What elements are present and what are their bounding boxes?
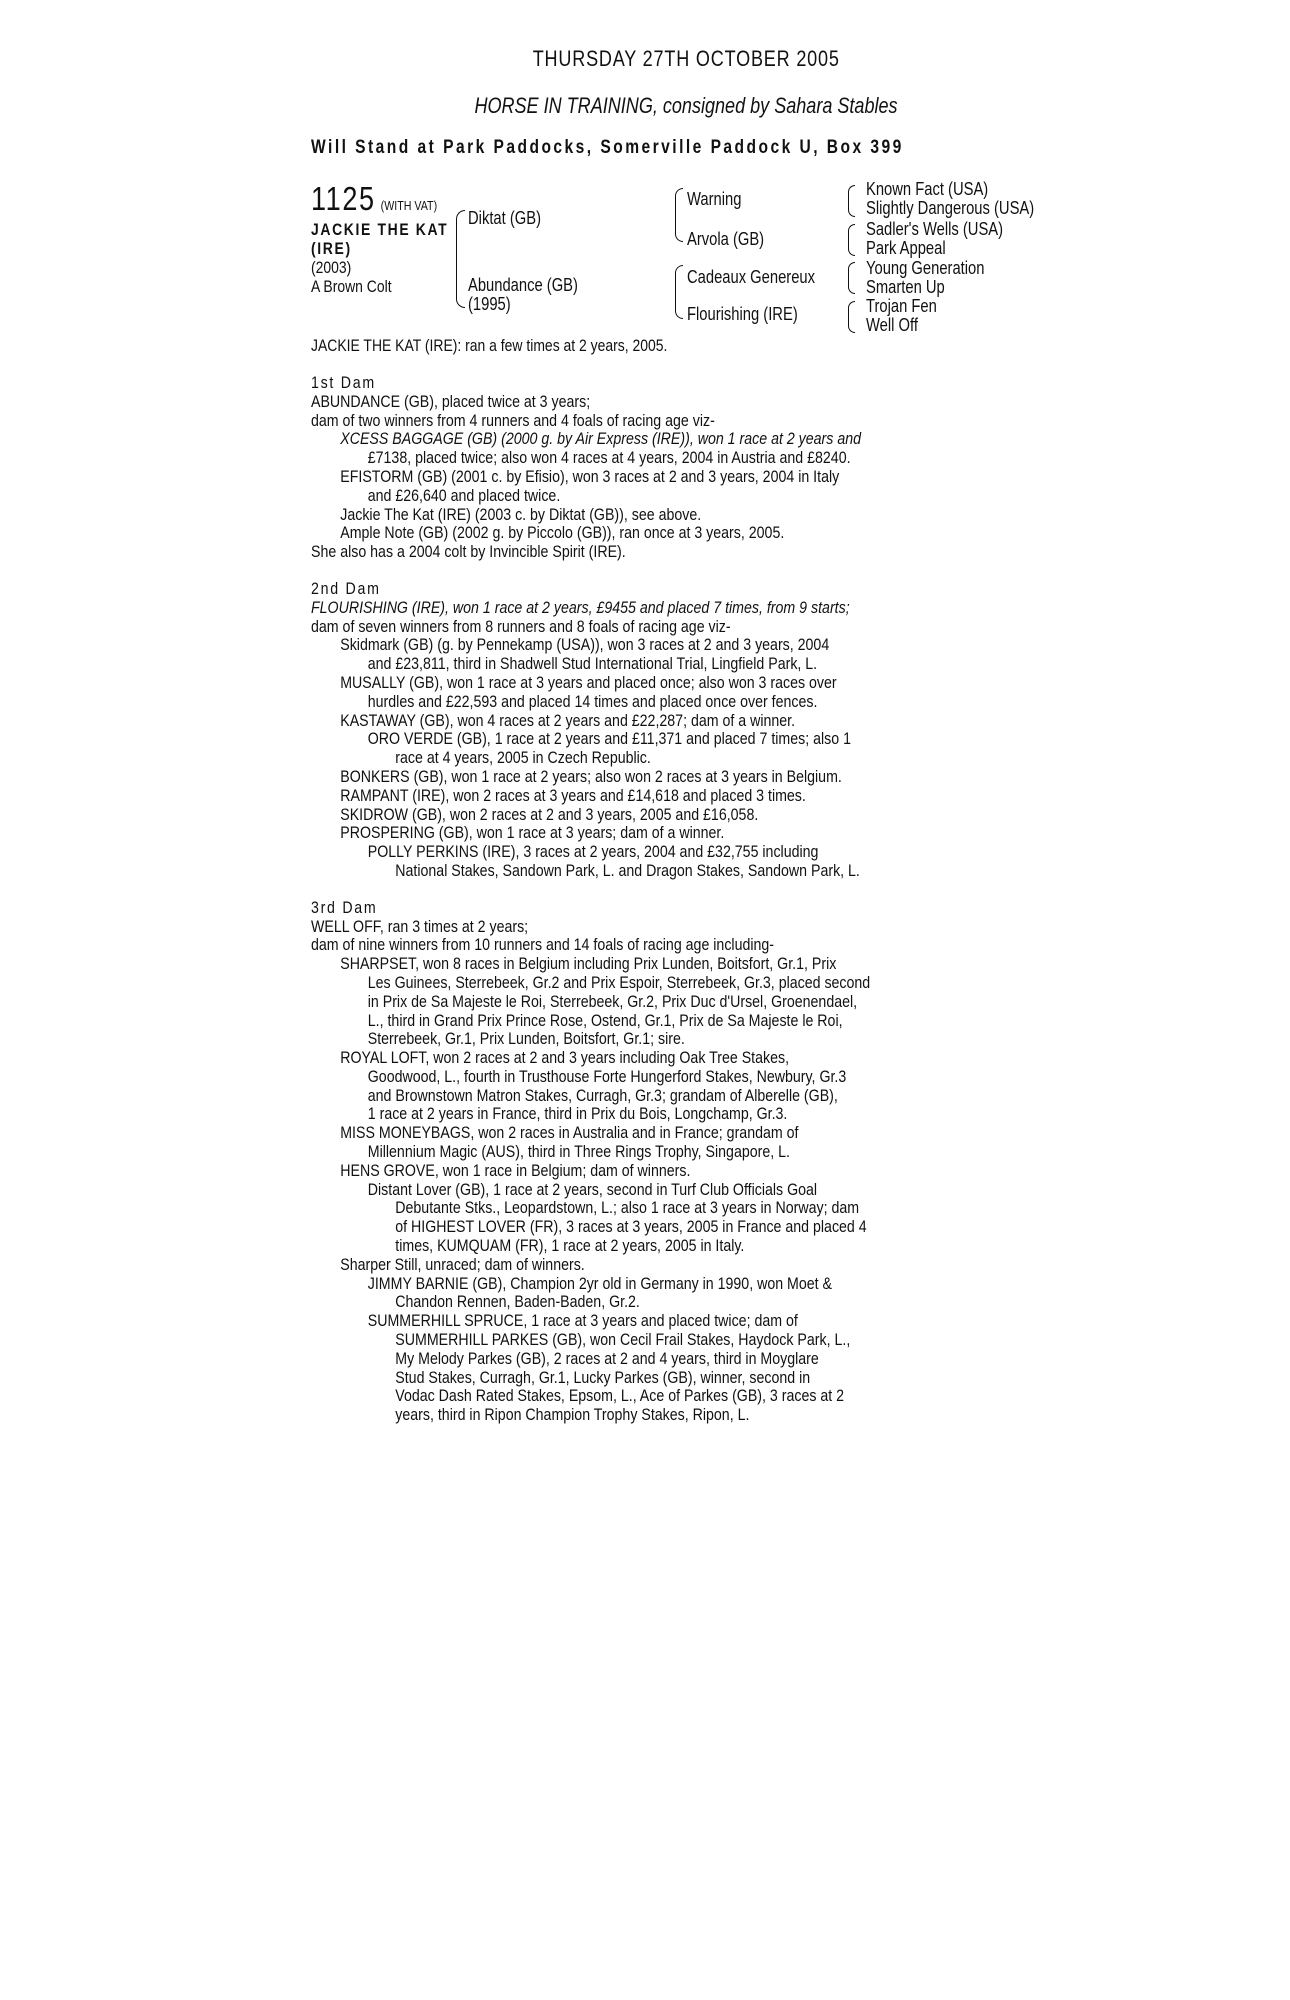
produce-line: PROSPERING (GB), won 1 race at 3 years; dam of a winner.	[340, 824, 725, 843]
produce-line: Sterrebeek, Gr.1, Prix Lunden, Boitsfort, Gr.1; sire.	[367, 1030, 685, 1049]
dam-line: ABUNDANCE (GB), placed twice at 3 years;	[311, 392, 591, 411]
pedigree-brace	[675, 265, 683, 319]
produce-line: MUSALLY (GB), won 1 race at 3 years and placed once; also won 3 races over	[340, 673, 837, 692]
pedigree-brace	[848, 185, 855, 217]
dam-line: dam of nine winners from 10 runners and 14 foals of racing age including-	[311, 936, 775, 955]
pedigree-brace	[848, 301, 855, 333]
ancestor-g3: Smarten Up	[866, 277, 945, 297]
produce-line: Debutante Stks., Leopardstown, L.; also 1 race at 3 years in Norway; dam	[395, 1199, 860, 1218]
lot-number: 1125	[311, 180, 376, 217]
dam-name: Abundance (GB) (1995)	[468, 275, 578, 314]
ancestor-g3: Well Off	[866, 315, 918, 335]
produce-line: Les Guinees, Sterrebeek, Gr.2 and Prix Espoir, Sterrebeek, Gr.3, placed second	[367, 973, 871, 992]
produce-line: years, third in Ripon Champion Trophy Stakes, Ripon, L.	[395, 1406, 750, 1425]
produce-line: HENS GROVE, won 1 race in Belgium; dam of winners.	[340, 1161, 691, 1180]
family-details	[311, 374, 991, 1425]
produce-line: L., third in Grand Prix Prince Rose, Ostend, Gr.1, Prix de Sa Majeste le Roi,	[367, 1011, 843, 1030]
pedigree-brace	[456, 210, 465, 308]
produce-line: Jackie The Kat (IRE) (2003 c. by Diktat (GB)), see above.	[340, 505, 702, 524]
produce-line: Vodac Dash Rated Stakes, Epsom, L., Ace of Parkes (GB), 3 races at 2	[395, 1387, 845, 1406]
produce-line: SUMMERHILL PARKES (GB), won Cecil Frail Stakes, Haydock Park, L.,	[395, 1331, 851, 1350]
pedigree-brace	[675, 188, 683, 242]
dam-sire: Cadeaux Genereux	[687, 267, 816, 287]
produce-line: JIMMY BARNIE (GB), Champion 2yr old in Germany in 1990, won Moet &	[367, 1274, 833, 1293]
produce-line: My Melody Parkes (GB), 2 races at 2 and 4 years, third in Moyglare	[395, 1349, 819, 1368]
ancestor-g3: Sadler's Wells (USA)	[866, 219, 1004, 239]
sire-sire: Warning	[687, 189, 742, 209]
ancestor-g3: Known Fact (USA)	[866, 179, 989, 199]
first-dam-heading: 1st Dam	[311, 374, 376, 392]
dam-line: dam of two winners from 4 runners and 4 foals of racing age viz-	[311, 411, 715, 430]
sire-name: Diktat (GB)	[468, 208, 541, 228]
produce-line: Goodwood, L., fourth in Trusthouse Forte Hungerford Stakes, Newbury, Gr.3	[367, 1067, 847, 1086]
produce-line: Millennium Magic (AUS), third in Three Rings Trophy, Singapore, L.	[367, 1143, 790, 1162]
produce-line: POLLY PERKINS (IRE), 3 races at 2 years, 2004 and £32,755 including	[367, 843, 819, 862]
race-summary: JACKIE THE KAT (IRE): ran a few times at 2 years, 2005.	[311, 336, 668, 355]
produce-line: ROYAL LOFT, won 2 races at 2 and 3 years including Oak Tree Stakes,	[340, 1049, 790, 1068]
ancestor-g3: Young Generation	[866, 258, 985, 278]
produce-line: of HIGHEST LOVER (FR), 3 races at 3 years, 2005 in France and placed 4	[395, 1218, 867, 1237]
produce-line: times, KUMQUAM (FR), 1 race at 2 years, 2005 in Italy.	[395, 1237, 745, 1256]
produce-line: Chandon Rennen, Baden-Baden, Gr.2.	[395, 1293, 640, 1312]
produce-line: SHARPSET, won 8 races in Belgium including Prix Lunden, Boitsfort, Gr.1, Prix	[340, 955, 837, 974]
horse-name: JACKIE THE KAT (IRE)	[311, 220, 449, 258]
produce-line: and £23,811, third in Shadwell Stud International Trial, Lingfield Park, L.	[367, 655, 818, 674]
horse-info: (2003) A Brown Colt	[311, 258, 392, 296]
consignment-line: HORSE IN TRAINING, consigned by Sahara Stables	[474, 93, 898, 118]
produce-line: and Brownstown Matron Stakes, Curragh, Gr.3; grandam of Alberelle (GB),	[367, 1086, 838, 1105]
pedigree-brace	[848, 262, 855, 294]
produce-line: EFISTORM (GB) (2001 c. by Efisio), won 3 races at 2 and 3 years, 2004 in Italy	[340, 467, 840, 486]
produce-line: Skidmark (GB) (g. by Pennekamp (USA)), won 3 races at 2 and 3 years, 2004	[340, 636, 830, 655]
produce-line: in Prix de Sa Majeste le Roi, Sterrebeek, Gr.2, Prix Duc d'Ursel, Groenendael,	[367, 992, 858, 1011]
dam-line: FLOURISHING (IRE), won 1 race at 2 years, £9455 and placed 7 times, from 9 starts;	[311, 598, 850, 617]
produce-line: Distant Lover (GB), 1 race at 2 years, second in Turf Club Officials Goal	[367, 1180, 818, 1199]
dam-line: WELL OFF, ran 3 times at 2 years;	[311, 917, 529, 936]
stabling-location: Will Stand at Park Paddocks, Somerville Paddock U, Box 399	[311, 137, 904, 158]
produce-line: MISS MONEYBAGS, won 2 races in Australia and in France; grandam of	[340, 1124, 799, 1143]
produce-line: BONKERS (GB), won 1 race at 2 years; also won 2 races at 3 years in Belgium.	[340, 767, 842, 786]
produce-line: XCESS BAGGAGE (GB) (2000 g. by Air Express (IRE)), won 1 race at 2 years and	[340, 430, 861, 449]
pedigree-brace	[848, 224, 855, 256]
lot-number-block	[311, 180, 465, 218]
produce-line: Stud Stakes, Curragh, Gr.1, Lucky Parkes (GB), winner, second in	[395, 1368, 811, 1387]
produce-line: hurdles and £22,593 and placed 14 times and placed once over fences.	[367, 692, 818, 711]
produce-line: RAMPANT (IRE), won 2 races at 3 years and £14,618 and placed 3 times.	[340, 786, 806, 805]
produce-line: 1 race at 2 years in France, third in Prix du Bois, Longchamp, Gr.3.	[367, 1105, 788, 1124]
dam-dam: Flourishing (IRE)	[687, 304, 798, 324]
produce-line: and £26,640 and placed twice.	[367, 486, 561, 505]
produce-line: Ample Note (GB) (2002 g. by Piccolo (GB)), ran once at 3 years, 2005.	[340, 524, 785, 543]
produce-line: ORO VERDE (GB), 1 race at 2 years and £11,371 and placed 7 times; also 1	[367, 730, 851, 749]
ancestor-g3: Slightly Dangerous (USA)	[866, 198, 1035, 218]
vat-note: (WITH VAT)	[380, 198, 438, 213]
produce-line: race at 4 years, 2005 in Czech Republic.	[395, 749, 651, 768]
produce-line: National Stakes, Sandown Park, L. and Dragon Stakes, Sandown Park, L.	[395, 861, 860, 880]
sire-dam: Arvola (GB)	[687, 229, 765, 249]
dam-line: dam of seven winners from 8 runners and 8 foals of racing age viz-	[311, 617, 731, 636]
ancestor-g3: Trojan Fen	[866, 296, 937, 316]
produce-line: £7138, placed twice; also won 4 races at 4 years, 2004 in Austria and £8240.	[367, 449, 851, 468]
produce-line: Sharper Still, unraced; dam of winners.	[340, 1255, 585, 1274]
second-dam-heading: 2nd Dam	[311, 579, 381, 598]
produce-line: KASTAWAY (GB), won 4 races at 2 years and £22,287; dam of a winner.	[340, 711, 796, 730]
third-dam-heading: 3rd Dam	[311, 898, 378, 917]
ancestor-g3: Park Appeal	[866, 238, 946, 258]
sale-date: THURSDAY 27TH OCTOBER 2005	[532, 46, 840, 71]
produce-line: SKIDROW (GB), won 2 races at 2 and 3 years, 2005 and £16,058.	[340, 805, 759, 824]
produce-line: She also has a 2004 colt by Invincible Spirit (IRE).	[311, 543, 626, 562]
produce-line: SUMMERHILL SPRUCE, 1 race at 3 years and placed twice; dam of	[367, 1312, 798, 1331]
